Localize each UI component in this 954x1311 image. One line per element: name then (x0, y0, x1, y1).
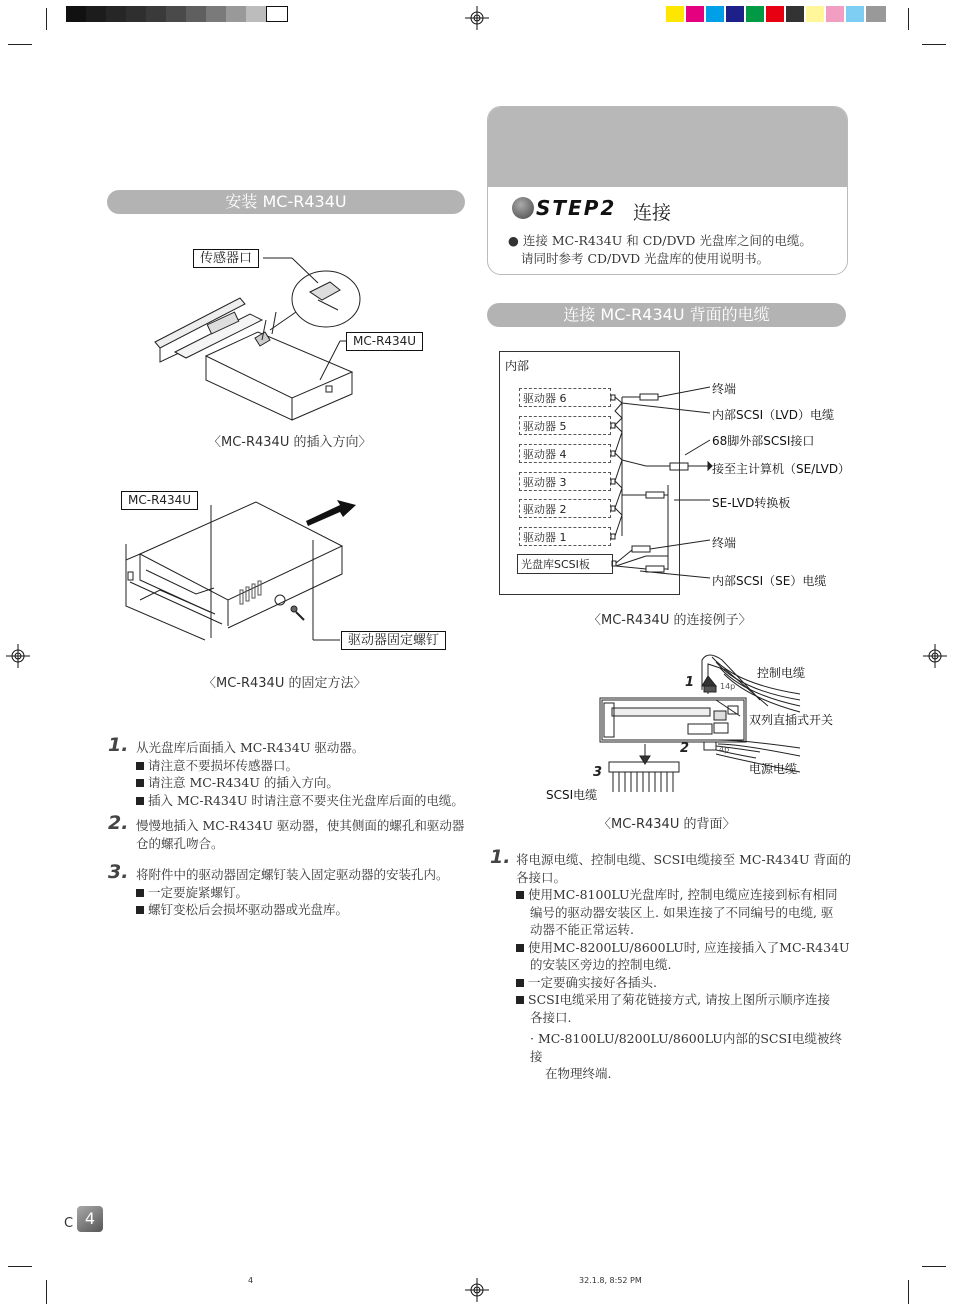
step-title: 连接 (633, 202, 672, 224)
step-intro: ● 连接 MC-R434U 和 CD/DVD 光盘库之间的电缆。 请同时参考 CD/DVD 光盘库的使用说明书。 (508, 233, 812, 266)
insertion-direction-caption: 〈MC-R434U 的插入方向〉 (208, 435, 372, 450)
right-step-1: 将电源电缆、控制电缆、SCSI电缆接至 MC-R434U 背面的 各接口。 使用MC-8100LU光盘库时, 控制电缆应连接到标有相同 编号的驱动器安装区上. 如果连接了不同编号的电缆, 驱 动器不能正常运转. 使用MC-8200LU/8600LU时, 应连接插入了MC-R434U 的安装区旁边的控制电缆. 一定要确实接好各插头. SCSI电缆采用了菊花链接方式, 请按上图所示顺序连接 各接口. · MC-8100LU/8200LU/8600LU内部的SCSI电缆被终接 在物理终端. (516, 852, 851, 1081)
right-step-number-1: 1. (490, 846, 511, 868)
slug-timestamp: 32.1.8, 8:52 PM (579, 1276, 642, 1285)
left-step-3: 将附件中的驱动器固定螺钉装入固定驱动器的安装孔内。 一定要旋紧螺钉。 螺钉变松后会损坏驱动器或光盘库。 (136, 867, 449, 917)
se-lvd-converter-label: SE-LVD转换板 (712, 496, 791, 510)
pin-14-label: 14p (720, 682, 736, 691)
drive-model-label: MC-R434U (346, 332, 423, 351)
callout-2: 2 (680, 741, 690, 756)
drive-model-label-2: MC-R434U (121, 491, 198, 510)
library-scsi-board: 光盘库SCSI板 (517, 554, 613, 574)
internal-se-cable-label: 内部SCSI（SE）电缆 (712, 574, 827, 588)
section-header-connect: 连接 MC-R434U 背面的电缆 (487, 303, 846, 327)
step-number-3: 3. (108, 861, 129, 883)
internal-label: 内部 (505, 359, 530, 373)
drive-6: 驱动器 6 (519, 388, 611, 407)
step-badge: STEP2 (536, 196, 617, 220)
section-header-install: 安装 MC-R434U (107, 190, 465, 214)
drive-3: 驱动器 3 (519, 472, 611, 491)
internal-lvd-cable-label: 内部SCSI（LVD）电缆 (712, 408, 834, 422)
drive-4: 驱动器 4 (519, 444, 611, 463)
drive-1: 驱动器 1 (519, 527, 611, 546)
sensor-port-label: 传感器口 (193, 249, 259, 268)
dip-switch-label: 双列直插式开关 (749, 713, 834, 727)
back-view-caption: 〈MC-R434U 的背面〉 (598, 817, 736, 832)
power-cable-label: 电源电缆 (749, 762, 798, 776)
scsi-cable-label: SCSI电缆 (546, 788, 598, 802)
section-letter: C (64, 1216, 74, 1231)
page-number-badge: 4 (77, 1206, 103, 1232)
fixing-method-caption: 〈MC-R434U 的固定方法〉 (203, 676, 367, 691)
callout-1: 1 (685, 675, 695, 690)
callout-3: 3 (593, 765, 603, 780)
drive-5: 驱动器 5 (519, 416, 611, 435)
control-cable-label: 控制电缆 (757, 666, 806, 680)
terminator-label-2: 终端 (712, 536, 737, 550)
left-step-1: 从光盘库后面插入 MC-R434U 驱动器。 请注意不要损坏传感器口。 请注意 MC-R434U 的插入方向。 插入 MC-R434U 时请注意不要夹住光盘库后面的电缆。 (136, 740, 464, 808)
connection-example-caption: 〈MC-R434U 的连接例子〉 (588, 613, 752, 628)
external-scsi-port-label: 68脚外部SCSI接口 (712, 434, 815, 448)
step-number-1: 1. (108, 734, 129, 756)
left-step-2: 慢慢地插入 MC-R434U 驱动器，使其侧面的螺孔和驱动器 仓的螺孔吻合。 (136, 818, 465, 851)
slug-page-number: 4 (248, 1276, 254, 1285)
terminator-label-1: 终端 (712, 382, 737, 396)
screw-label: 驱动器固定螺钉 (341, 631, 446, 650)
host-computer-label: 接至主计算机（SE/LVD） (712, 462, 851, 476)
drive-2: 驱动器 2 (519, 499, 611, 518)
pin-4-label: 4p (719, 745, 730, 754)
step-number-2: 2. (108, 812, 129, 834)
